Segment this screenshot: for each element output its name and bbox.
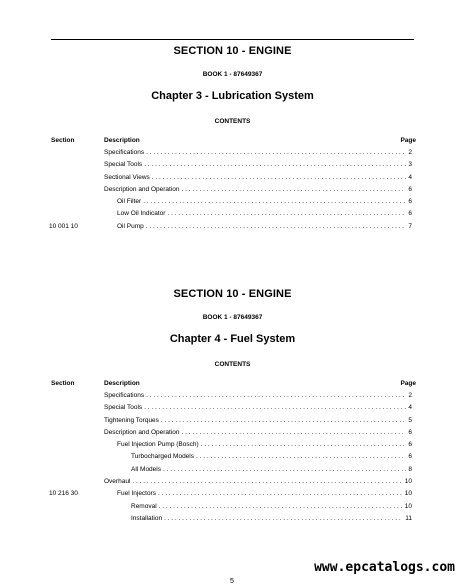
toc-row[interactable]	[49, 404, 416, 416]
toc-row[interactable]	[49, 210, 416, 222]
toc-description: Removal	[131, 502, 157, 510]
table-header	[49, 137, 416, 149]
toc-page-number: 6	[408, 185, 412, 193]
toc-entry	[117, 210, 412, 217]
dot-leader	[132, 478, 402, 485]
header-page: Page	[400, 137, 416, 144]
toc-entry	[131, 466, 412, 473]
toc-page-number: 10	[404, 490, 412, 498]
toc-row[interactable]	[49, 478, 416, 490]
toc-page-number: 3	[408, 161, 412, 169]
toc-entry	[104, 404, 412, 411]
toc-page-number: 2	[408, 149, 412, 156]
toc-entry	[131, 503, 412, 510]
toc-section-code: 10 001 10	[49, 222, 78, 230]
dot-leader	[144, 161, 406, 168]
toc-description: Tightening Torques	[104, 416, 159, 424]
toc-description: Fuel Injection Pump (Bosch)	[117, 441, 199, 449]
toc-page-number: 7	[408, 222, 412, 230]
section-title: SECTION 10 - ENGINE	[173, 45, 292, 57]
toc-row[interactable]	[49, 490, 416, 502]
top-rule	[51, 39, 414, 40]
toc-row[interactable]	[49, 466, 416, 478]
toc-section-code: 10 216 30	[49, 490, 78, 498]
dot-leader	[163, 466, 406, 473]
toc-description: Oil Filter	[117, 198, 142, 206]
dot-leader	[161, 417, 406, 424]
toc-entry	[104, 174, 412, 181]
chapter-title: Chapter 4 - Fuel System	[169, 333, 296, 345]
toc-entry	[104, 161, 412, 168]
dot-leader	[164, 515, 403, 522]
dot-leader	[196, 453, 406, 460]
toc-entry	[104, 429, 412, 436]
toc-row[interactable]	[49, 149, 416, 161]
dot-leader	[146, 149, 406, 156]
toc-description: Specifications	[104, 392, 145, 399]
toc-block-chapter-3	[49, 45, 416, 235]
toc-row[interactable]	[49, 392, 416, 404]
toc-rows	[49, 149, 416, 235]
toc-page-number: 2	[408, 392, 412, 399]
toc-entry	[117, 490, 412, 497]
chapter-title: Chapter 3 - Lubrication System	[151, 90, 314, 102]
toc-row[interactable]	[49, 515, 416, 527]
page-number: 5	[230, 578, 234, 585]
toc-block-chapter-4	[49, 288, 416, 527]
toc-page-number: 10	[404, 502, 412, 510]
toc-page-number: 6	[408, 198, 412, 206]
book-number: BOOK 1 - 87649367	[202, 314, 263, 321]
header-section: Section	[51, 380, 75, 387]
toc-description: Special Tools	[104, 161, 143, 169]
contents-heading: CONTENTS	[214, 361, 251, 368]
toc-description: Installation	[131, 514, 163, 522]
toc-row[interactable]	[49, 198, 416, 210]
dot-leader	[159, 503, 403, 510]
toc-page-number: 11	[405, 514, 412, 522]
toc-row[interactable]	[49, 161, 416, 173]
toc-row[interactable]	[49, 429, 416, 441]
toc-description: Specifications	[104, 149, 145, 156]
toc-page-number: 6	[408, 210, 412, 218]
toc-row[interactable]	[49, 453, 416, 465]
toc-description: Fuel Injectors	[117, 490, 157, 498]
dot-leader	[144, 404, 406, 411]
toc-row[interactable]	[49, 417, 416, 429]
contents-heading: CONTENTS	[214, 118, 251, 125]
toc-row[interactable]	[49, 223, 416, 235]
toc-description: Special Tools	[104, 404, 143, 412]
dot-leader	[146, 223, 407, 230]
header-section: Section	[51, 137, 75, 144]
toc-row[interactable]	[49, 441, 416, 453]
toc-entry	[117, 198, 412, 205]
toc-entry	[104, 392, 412, 399]
dot-leader	[182, 186, 407, 193]
toc-entry	[104, 417, 412, 424]
toc-entry	[104, 149, 412, 156]
toc-row[interactable]	[49, 503, 416, 515]
toc-description: Oil Pump	[117, 222, 144, 230]
dot-leader	[182, 429, 407, 436]
toc-page-number: 6	[408, 428, 412, 436]
toc-description: Overhaul	[104, 478, 131, 486]
book-number: BOOK 1 - 87649367	[202, 71, 263, 78]
toc-description: Sectional Views	[104, 173, 150, 181]
toc-description: Turbocharged Models	[131, 453, 194, 461]
toc-row[interactable]	[49, 174, 416, 186]
toc-page-number: 10	[404, 478, 412, 486]
dot-leader	[143, 198, 406, 205]
toc-description: Description and Operation	[104, 185, 180, 193]
toc-page-number: 6	[408, 441, 412, 449]
footer-url[interactable]: www.epcatalogs.com	[314, 560, 455, 575]
table-header	[49, 380, 416, 392]
toc-entry	[104, 186, 412, 193]
toc-description: All Models	[131, 465, 161, 473]
toc-rows	[49, 392, 416, 527]
dot-leader	[146, 392, 406, 399]
toc-entry	[131, 453, 412, 460]
toc-description: Description and Operation	[104, 428, 180, 436]
dot-leader	[201, 441, 407, 448]
header-description: Description	[104, 137, 140, 144]
dot-leader	[158, 490, 403, 497]
toc-page-number: 4	[408, 404, 412, 412]
dot-leader	[152, 174, 407, 181]
dot-leader	[167, 210, 406, 217]
toc-page-number: 4	[408, 173, 412, 181]
toc-entry	[104, 478, 412, 485]
toc-row[interactable]	[49, 186, 416, 198]
toc-page-number: 6	[408, 453, 412, 461]
toc-page-number: 5	[408, 416, 412, 424]
section-title: SECTION 10 - ENGINE	[173, 288, 292, 300]
toc-entry	[117, 441, 412, 448]
toc-entry	[117, 223, 412, 230]
header-description: Description	[104, 380, 140, 387]
header-page: Page	[400, 380, 416, 387]
toc-description: Low Oil Indicator	[117, 210, 166, 218]
toc-page-number: 8	[408, 465, 412, 473]
toc-entry	[131, 515, 412, 522]
